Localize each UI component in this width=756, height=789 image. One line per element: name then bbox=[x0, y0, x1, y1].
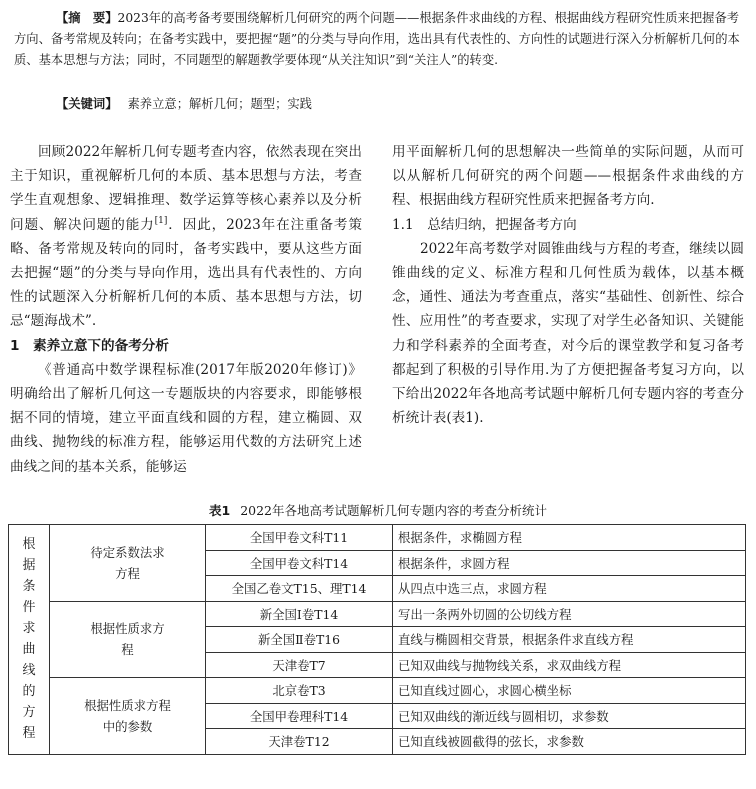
source-cell: 新全国Ⅰ卷T14 bbox=[206, 601, 393, 627]
content-cell: 直线与椭圆相交背景，根据条件求直线方程 bbox=[393, 627, 746, 653]
table-row bbox=[9, 601, 746, 627]
source-cell: 天津卷T7 bbox=[206, 652, 393, 678]
source-cell: 全国乙卷文T15、理T14 bbox=[206, 576, 393, 602]
source-cell: 新全国Ⅱ卷T16 bbox=[206, 627, 393, 653]
content-cell: 根据条件，求圆方程 bbox=[393, 550, 746, 576]
source-cell: 全国甲卷文科T14 bbox=[206, 550, 393, 576]
content-cell: 已知直线被圆截得的弦长，求参数 bbox=[393, 729, 746, 755]
abstract-label: 【摘 要】 bbox=[56, 11, 118, 25]
abstract bbox=[14, 8, 742, 71]
content-cell: 根据条件，求椭圆方程 bbox=[393, 525, 746, 551]
section-1-heading: 1 素养立意下的备考分析 bbox=[10, 337, 169, 354]
body-left-column bbox=[10, 140, 362, 479]
source-cell: 全国甲卷文科T11 bbox=[206, 525, 393, 551]
table-row bbox=[9, 525, 746, 551]
analysis-table bbox=[8, 524, 746, 755]
method-cell: 根据性质求方程 bbox=[50, 601, 206, 678]
abstract-text: 2023年的高考备考要围绕解析几何研究的两个问题——根据条件求曲线的方程、根据曲线方程研究性质来把握备考方向、备考常规及转向；在备考实践中，要把握“题”的分类与导向作用，选出具有代表性的、方向性的试题进行深入分析解析几何的本质、基本思想与方法；同时，不同题型的解题教学要体现“从关注知识”到“关注人”的转变. bbox=[14, 11, 740, 67]
paragraph-review: 回顾2022年解析几何专题考查内容，依然表现在突出主于知识，重视解析几何的本质、基本思想与方法，考查学生直观想象、逻辑推理、数学运算等核心素养以及分析问题、解决问题的能力[1]．因此，2023年在注重备考策略、备考常规及转向的同时，备考实践中，要从这些方面去把握“题”的分类与导向作用，选出具有代表性的、方向性的试题深入分析解析几何的本质、基本思想与方法，切忌“题海战术”. bbox=[10, 144, 362, 330]
content-cell: 已知双曲线与抛物线关系，求双曲线方程 bbox=[393, 652, 746, 678]
content-cell: 写出一条两外切圆的公切线方程 bbox=[393, 601, 746, 627]
source-cell: 北京卷T3 bbox=[206, 678, 393, 704]
table-caption bbox=[0, 501, 756, 519]
keywords-label: 【关键词】 bbox=[56, 97, 118, 111]
source-cell: 全国甲卷理科T14 bbox=[206, 703, 393, 729]
category-cell: 根据条件求曲线的方程 bbox=[9, 525, 50, 755]
content-cell: 从四点中选三点，求圆方程 bbox=[393, 576, 746, 602]
content-cell: 已知直线过圆心，求圆心横坐标 bbox=[393, 678, 746, 704]
table-row bbox=[9, 678, 746, 704]
table-caption-text: 2022年各地高考试题解析几何专题内容的考查分析统计 bbox=[240, 503, 548, 518]
citation-ref: [1] bbox=[154, 215, 168, 226]
paragraph-continued: 用平面解析几何的思想解决一些简单的实际问题，从而可以从解析几何研究的两个问题——根据条件求曲线的方程、根据曲线方程研究性质来把握备考方向. bbox=[392, 144, 744, 209]
table-caption-label: 表1 bbox=[208, 503, 231, 518]
method-cell: 根据性质求方程中的参数 bbox=[50, 678, 206, 755]
paragraph-standard: 《普通高中数学课程标准(2017年版2020年修订)》明确给出了解析几何这一专题版块的内容要求，即能够根据不同的情境，建立平面直线和圆的方程，建立椭圆、双曲线、抛物线的标准方程，能够运用代数的方法研究上述曲线之间的基本关系，能够运 bbox=[10, 361, 362, 475]
source-cell: 天津卷T12 bbox=[206, 729, 393, 755]
section-1-1-heading: 1.1 总结归纳，把握备考方向 bbox=[392, 216, 577, 233]
content-cell: 已知双曲线的渐近线与圆相切，求参数 bbox=[393, 703, 746, 729]
method-cell: 待定系数法求方程 bbox=[50, 525, 206, 602]
body-right-column bbox=[392, 140, 744, 430]
paragraph-summary: 2022年高考数学对圆锥曲线与方程的考查，继续以圆锥曲线的定义、标准方程和几何性质为载体，以基本概念，通性、通法为考查重点，落实“基础性、创新性、综合性、应用性”的考查要求，实现了对学生必备知识、关键能力和学科素养的全面考查，对今后的课堂教学和复习备考都起到了积极的引导作用.为了方便把握备考复习方向，以下给出2022年各地高考试题中解析几何专题内容的考查分析统计表(表1). bbox=[392, 240, 744, 427]
keywords-text: 素养立意；解析几何；题型；实践 bbox=[127, 97, 312, 111]
keywords bbox=[14, 94, 742, 115]
